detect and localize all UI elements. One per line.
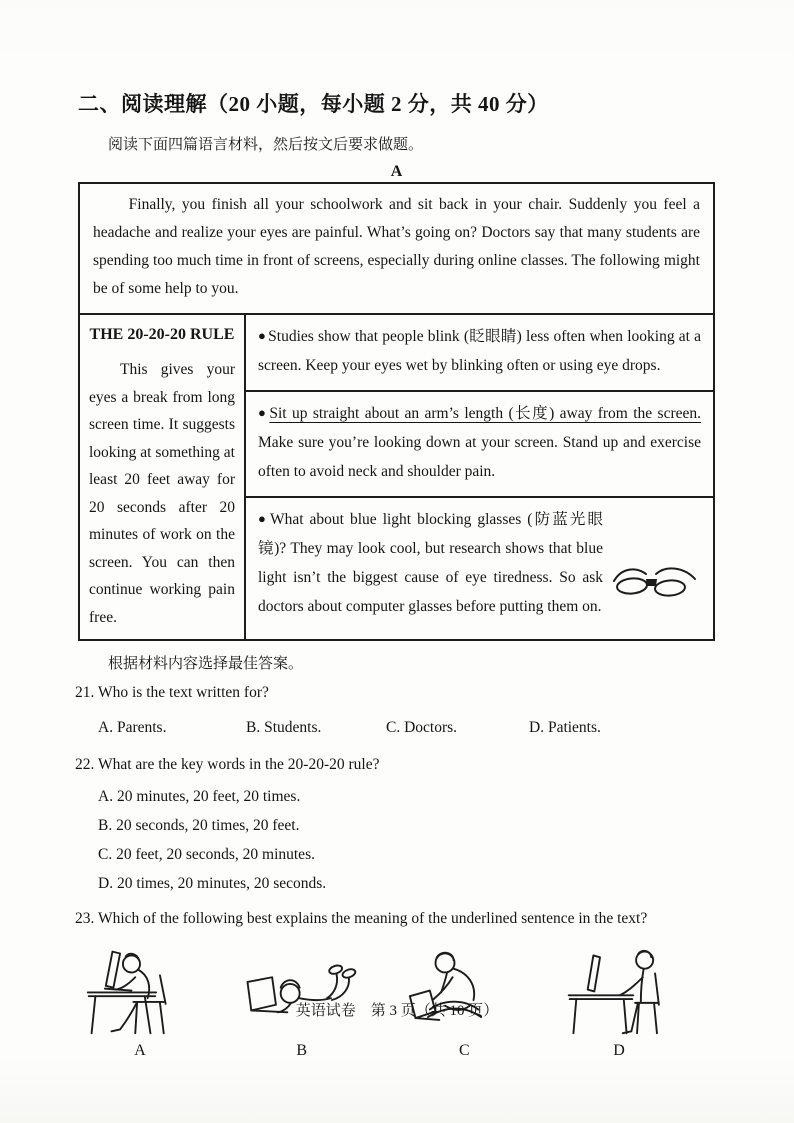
bullet-icon: ● (258, 328, 267, 343)
question-23-text: 23. Which of the following best explains the meaning of the underlined sentence in the text? (75, 910, 648, 927)
figure-d-upright-at-desk-image (563, 943, 675, 1039)
question-number: 22. (75, 756, 95, 773)
tip-item-blue-light (246, 498, 713, 639)
question-21 (75, 681, 715, 739)
passage-table (78, 182, 715, 641)
rule-cell (80, 315, 246, 639)
tip-text: Make sure you’re looking down at your screen. Stand up and exercise often to avoid neck and shoulder pain. (258, 434, 701, 480)
option-d: D. Patients. (529, 719, 601, 736)
eyeglasses-doodle-icon (609, 561, 701, 605)
figure-a-hunched-at-desk-image (84, 943, 196, 1039)
passage-label-a: A (390, 163, 403, 180)
answer-prompt: 根据材料内容选择最佳答案。 (108, 656, 304, 672)
passage-table-columns (80, 315, 713, 639)
bullet-icon: ● (258, 405, 268, 420)
tip-item-posture (246, 390, 713, 498)
tip-text: What about blue light blocking glasses (防蓝光眼镜)? They may look cool, but research shows that blue light isn’t the biggest cause of eye tiredness. So ask doctors about computer glasses before putting them on. (258, 511, 603, 615)
question-23 (75, 907, 715, 1060)
option-c: C. Doctors. (386, 719, 458, 736)
option-b: B. 20 seconds, 20 times, 20 feet. (98, 817, 300, 834)
tips-column (246, 315, 713, 639)
option-d: D. 20 times, 20 minutes, 20 seconds. (98, 875, 327, 892)
underlined-sentence: Sit up straight about an arm’s length (长度) away from the screen. (269, 405, 701, 422)
question-22-options (78, 788, 715, 892)
option-a: A. 20 minutes, 20 feet, 20 times. (98, 788, 301, 805)
figure-label: D (613, 1042, 625, 1059)
page-content (75, 88, 715, 1060)
option-c: C. 20 feet, 20 seconds, 20 minutes. (98, 846, 315, 863)
question-22-text: 22. What are the key words in the 20-20-20 rule? (75, 756, 380, 773)
figure-c-cross-legged-laptop-image (407, 943, 521, 1039)
question-number: 23. (75, 910, 95, 927)
bullet-icon: ● (258, 511, 268, 526)
tip-item-blinking (246, 315, 713, 390)
figure-b-lying-with-laptop-image (238, 943, 366, 1039)
question-22 (75, 753, 715, 892)
page-footer: 英语试卷 第 3 页（共 10 页） (295, 1003, 499, 1019)
rule-title: THE 20-20-20 RULE (89, 326, 235, 343)
passage-intro-paragraph: Finally, you finish all your schoolwork and sit back in your chair. Suddenly you feel a headache and realize your eyes are painful. What’s going on? Doctors say that many students are spending too much time in front of screens, especially during online classes. The following might be of some help to you. (80, 184, 713, 315)
figure-label: A (134, 1042, 146, 1059)
tip-text: Studies show that people blink (眨眼睛) less often when looking at a screen. Keep your eyes wet by blinking often or using eye drops. (258, 328, 701, 374)
question-number: 21. (75, 684, 95, 701)
figure-label: C (458, 1042, 470, 1059)
section-heading: 二、阅读理解（20 小题，每小题 2 分，共 40 分） (78, 92, 549, 116)
option-b: B. Students. (246, 719, 322, 736)
question-21-text: 21. Who is the text written for? (75, 684, 269, 701)
option-a: A. Parents. (98, 719, 167, 736)
rule-body: This gives your eyes a break from long screen time. It suggests looking at something at least 20 feet away for 20 seconds after 20 minutes of work on the screen. You can then continue working pain free. (89, 361, 235, 626)
section-instruction: 阅读下面四篇语言材料，然后按文后要求做题。 (108, 137, 424, 153)
figure-label: B (296, 1042, 307, 1059)
question-21-options (78, 717, 715, 739)
